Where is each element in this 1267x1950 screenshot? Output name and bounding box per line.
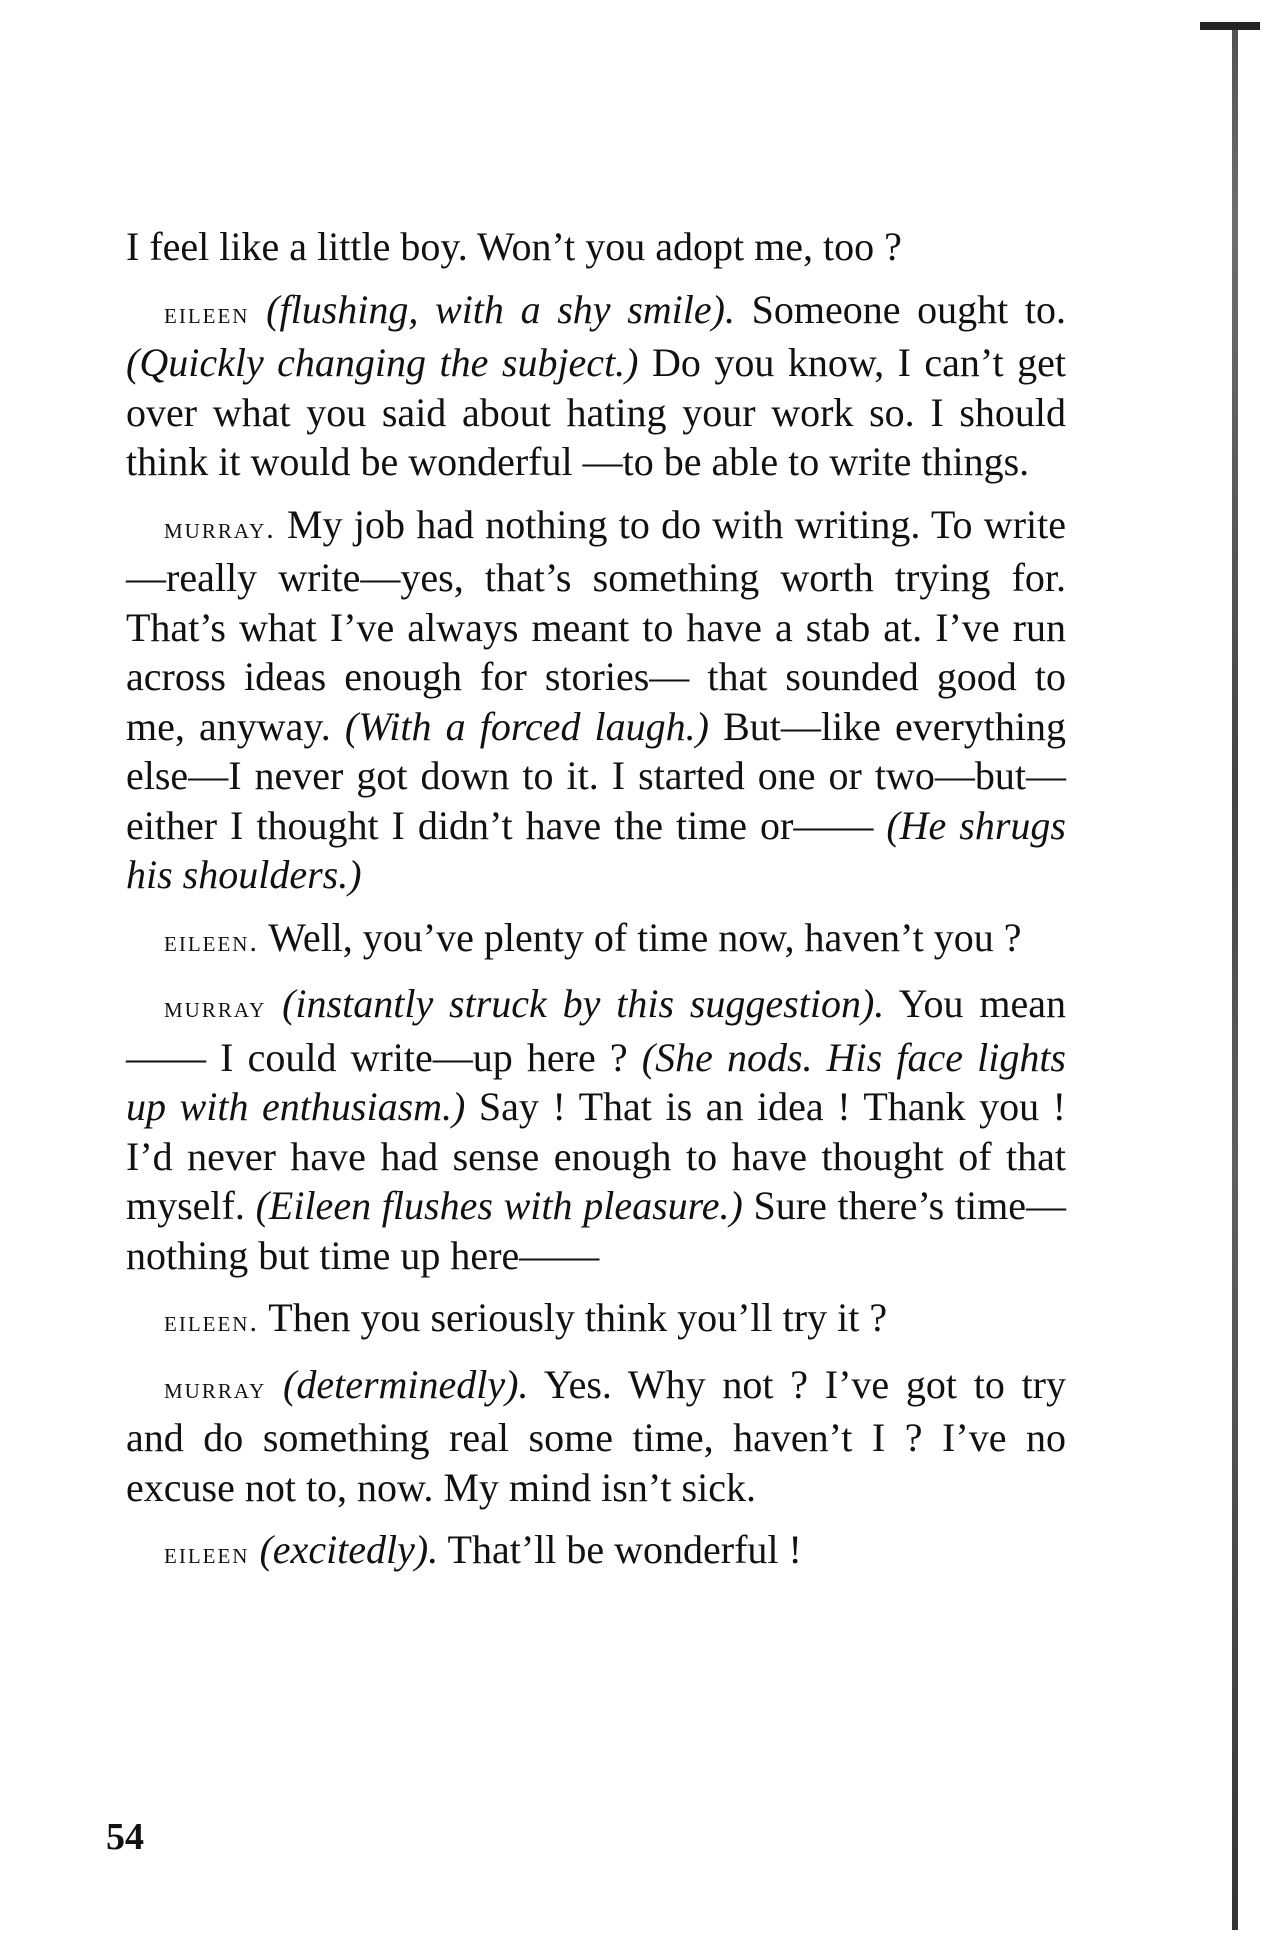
stage-direction: (instantly struck by this suggestion). bbox=[266, 981, 885, 1026]
dialogue-text: Sure there’s time—nothing but time up here—— bbox=[126, 1183, 1066, 1278]
dialogue-text: Do you know, I can’t get over what you said about hating your work so. I should think it would be wonderful —to be able to write things. bbox=[126, 340, 1066, 484]
stage-direction: (Eileen flushes with pleasure.) bbox=[255, 1183, 743, 1228]
dialogue-text: But—like everything else—I never got down to it. I started one or two—but—either I thought I didn’t have the time or—— bbox=[126, 703, 1067, 848]
page-number: 54 bbox=[106, 1816, 144, 1858]
stage-direction: (Quickly changing the subject.) bbox=[126, 340, 639, 385]
dialogue-text: Yes. Why not ? I’ve got to try and do something real some time, haven’t I ? I’ve no excuse not to, now. My mind isn’t sick. bbox=[126, 1361, 1066, 1510]
speaker-name: eileen. bbox=[164, 924, 259, 958]
speaker-name: eileen. bbox=[164, 1305, 259, 1338]
paragraph-eileen-2 bbox=[126, 913, 1066, 967]
dialogue-text: My job had nothing to do with writing. To write—really write—yes, that’s something worth trying for. That’s what I’ve always meant to have a stab at. I’ve run across ideas enough for stories— that sounded good to me, anyway. bbox=[126, 501, 1066, 749]
stage-direction: (He shrugs his shoulders.) bbox=[126, 802, 1066, 897]
binding-edge-top bbox=[1200, 22, 1260, 30]
stage-direction: (determinedly). bbox=[266, 1361, 529, 1407]
stage-direction: (excitedly). bbox=[249, 1527, 439, 1572]
paragraph-murray-2 bbox=[126, 979, 1066, 1280]
speaker-name: murray bbox=[164, 1371, 267, 1405]
dialogue-text: Well, you’ve plenty of time now, haven’t you ? bbox=[258, 914, 1022, 960]
stage-direction: (flushing, with a shy smile). bbox=[266, 286, 735, 332]
dialogue-text: That’ll be wonderful ! bbox=[438, 1527, 802, 1572]
speaker-name: eileen bbox=[164, 296, 250, 330]
stage-direction: (With a forced laugh.) bbox=[344, 703, 709, 749]
speaker-name: murray. bbox=[164, 511, 276, 545]
paragraph-text: I feel like a little boy. Won’t you adopt me, too ? bbox=[126, 224, 902, 269]
stage-direction: (She nods. His face lights up with enthusiasm.) bbox=[126, 1034, 1067, 1129]
paragraph-eileen-4 bbox=[126, 1525, 1066, 1579]
dialogue-text: Say ! That is an idea ! Thank you ! I’d never have had sense enough to have thought of that myself. bbox=[126, 1084, 1066, 1228]
binding-edge bbox=[1232, 30, 1238, 1930]
paragraph-continuation bbox=[126, 222, 1066, 272]
paragraph-murray-1 bbox=[126, 500, 1066, 900]
paragraph-eileen-1 bbox=[126, 285, 1066, 487]
dialogue-text: Then you seriously think you’ll try it ? bbox=[258, 1295, 888, 1340]
dialogue-text: Someone ought to. bbox=[734, 286, 1066, 332]
speaker-name: murray bbox=[164, 991, 267, 1024]
dialogue-text: You mean—— I could write—up here ? bbox=[126, 981, 1066, 1080]
play-text bbox=[126, 222, 1066, 1592]
paragraph-eileen-3 bbox=[126, 1293, 1066, 1347]
paragraph-murray-3 bbox=[126, 1360, 1066, 1513]
speaker-name: eileen bbox=[164, 1537, 250, 1570]
